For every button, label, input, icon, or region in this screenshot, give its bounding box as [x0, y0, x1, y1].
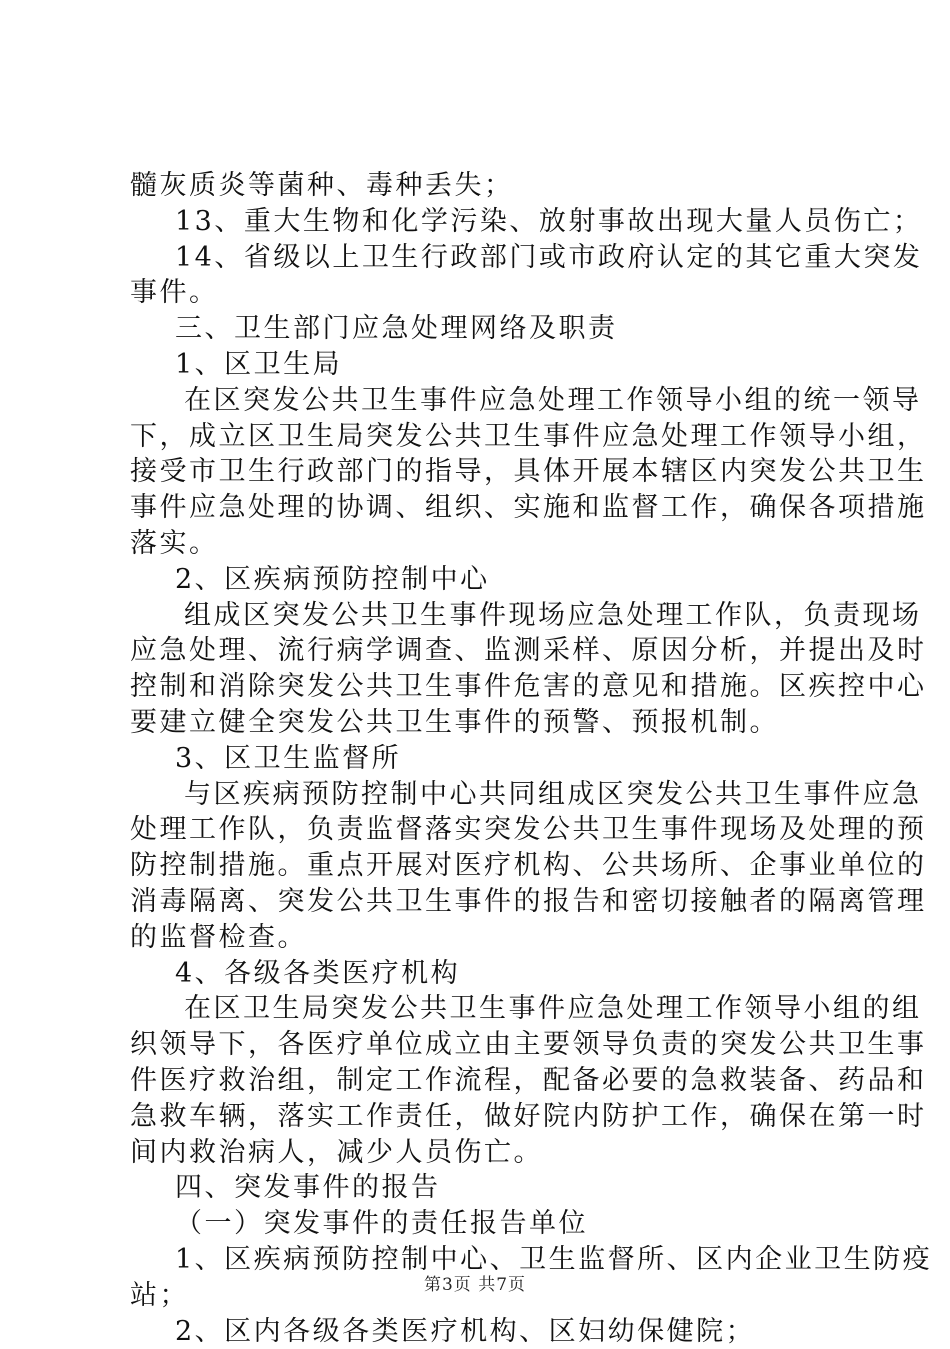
paragraph-line: 间内救治病人，减少人员伤亡。 [130, 1135, 830, 1171]
paragraph-line: 事件应急处理的协调、组织、实施和监督工作，确保各项措施 [130, 490, 830, 526]
paragraph-line: 落实。 [130, 526, 830, 562]
paragraph-line: 组成区突发公共卫生事件现场应急处理工作队，负责现场 [130, 598, 830, 634]
paragraph-line: 要建立健全突发公共卫生事件的预警、预报机制。 [130, 705, 830, 741]
subsection-heading-3: 3、区卫生监督所 [130, 741, 830, 777]
paragraph-line: 消毒隔离、突发公共卫生事件的报告和密切接触者的隔离管理 [130, 884, 830, 920]
paragraph-line: 的监督检查。 [130, 920, 830, 956]
list-item-1: 1、区疾病预防控制中心、卫生监督所、区内企业卫生防疫 [130, 1242, 830, 1278]
subsection-heading-2: 2、区疾病预防控制中心 [130, 562, 830, 598]
text-line: 事件。 [130, 275, 830, 311]
paragraph-line: 应急处理、流行病学调查、监测采样、原因分析，并提出及时 [130, 633, 830, 669]
paragraph-line: 织领导下，各医疗单位成立由主要领导负责的突发公共卫生事 [130, 1027, 830, 1063]
text-line: 站； [130, 1278, 830, 1314]
text-line: 髓灰质炎等菌种、毒种丢失； [130, 168, 830, 204]
subsection-heading-reporting-units: （一）突发事件的责任报告单位 [130, 1206, 830, 1242]
subsection-heading-1: 1、区卫生局 [130, 347, 830, 383]
paragraph-line: 急救车辆，落实工作责任，做好院内防护工作，确保在第一时 [130, 1099, 830, 1135]
page-number-footer: 第3页 共7页 [0, 1270, 950, 1295]
paragraph-line: 在区突发公共卫生事件应急处理工作领导小组的统一领导 [130, 383, 830, 419]
paragraph-line: 下，成立区卫生局突发公共卫生事件应急处理工作领导小组， [130, 419, 830, 455]
paragraph-line: 控制和消除突发公共卫生事件危害的意见和措施。区疾控中心 [130, 669, 830, 705]
paragraph-line: 处理工作队，负责监督落实突发公共卫生事件现场及处理的预 [130, 812, 830, 848]
paragraph-line: 接受市卫生行政部门的指导，具体开展本辖区内突发公共卫生 [130, 454, 830, 490]
list-item-13: 13、重大生物和化学污染、放射事故出现大量人员伤亡； [130, 204, 830, 240]
paragraph-line: 件医疗救治组，制定工作流程，配备必要的急救装备、药品和 [130, 1063, 830, 1099]
paragraph-line: 与区疾病预防控制中心共同组成区突发公共卫生事件应急 [130, 777, 830, 813]
list-item-2: 2、区内各级各类医疗机构、区妇幼保健院； [130, 1314, 830, 1349]
list-item-14: 14、省级以上卫生行政部门或市政府认定的其它重大突发 [130, 240, 830, 276]
document-body [130, 168, 830, 1349]
section-heading-4: 四、突发事件的报告 [130, 1170, 830, 1206]
paragraph-line: 防控制措施。重点开展对医疗机构、公共场所、企事业单位的 [130, 848, 830, 884]
paragraph-line: 在区卫生局突发公共卫生事件应急处理工作领导小组的组 [130, 991, 830, 1027]
section-heading-3: 三、卫生部门应急处理网络及职责 [130, 311, 830, 347]
subsection-heading-4: 4、各级各类医疗机构 [130, 956, 830, 992]
